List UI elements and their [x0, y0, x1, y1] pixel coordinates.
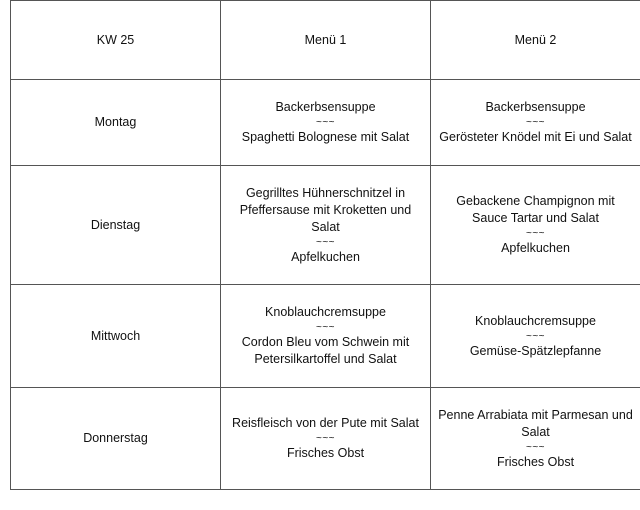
- table-row-dienstag: [11, 166, 640, 285]
- table-row-mittwoch: [11, 285, 640, 388]
- day-label: Dienstag: [11, 166, 221, 285]
- dish-line: Apfelkuchen: [501, 241, 570, 255]
- menu2-cell: [431, 80, 640, 166]
- menu1-cell: [221, 285, 431, 388]
- dish-separator: ~~~: [315, 322, 336, 333]
- dish-line: Knoblauchcremsuppe: [265, 305, 386, 319]
- header-row: [11, 1, 640, 80]
- dish-line: Reisfleisch von der Pute mit Salat: [232, 416, 419, 430]
- menu1-header: Menü 1: [221, 1, 431, 80]
- dish-separator: ~~~: [315, 433, 336, 444]
- dish-separator: ~~~: [315, 117, 336, 128]
- dish-line: Frisches Obst: [286, 446, 365, 460]
- dish-separator: ~~~: [525, 441, 546, 453]
- dish-line: Gebackene Champignon mit Sauce Tartar und Salat: [456, 194, 615, 225]
- day-label: Donnerstag: [11, 388, 221, 490]
- dish-line: Apfelkuchen: [291, 249, 360, 264]
- dish-line: Penne Arrabiata mit Parmesan und Salat: [438, 407, 633, 439]
- dish-line: Gemüse-Spätzlepfanne: [469, 343, 602, 358]
- dish-line: Backerbsensuppe: [485, 100, 586, 114]
- menu2-cell: [431, 388, 640, 490]
- week-label: KW 25: [11, 1, 221, 80]
- table-row-donnerstag: [11, 388, 640, 490]
- day-label: Montag: [11, 80, 221, 166]
- dish-line: Gegrilltes Hühnerschnitzel in Pfeffersause mit Kroketten und Salat: [239, 185, 412, 234]
- dish-separator: ~~~: [525, 117, 546, 128]
- dish-line: Frisches Obst: [496, 454, 575, 469]
- weekly-menu-table: [10, 0, 640, 490]
- dish-line: Spaghetti Bolognese mit Salat: [241, 130, 410, 144]
- menu1-cell: [221, 388, 431, 490]
- dish-separator: ~~~: [525, 228, 546, 239]
- dish-line: Gerösteter Knödel mit Ei und Salat: [439, 130, 632, 144]
- menu2-cell: [431, 166, 640, 285]
- dish-line: Backerbsensuppe: [275, 100, 376, 114]
- menu2-header: Menü 2: [431, 1, 640, 80]
- table-row-montag: [11, 80, 640, 166]
- menu1-cell: [221, 80, 431, 166]
- dish-line: Knoblauchcremsuppe: [475, 313, 596, 328]
- dish-separator: ~~~: [315, 236, 336, 248]
- menu1-cell: [221, 166, 431, 285]
- day-label: Mittwoch: [11, 285, 221, 388]
- dish-separator: ~~~: [525, 330, 546, 342]
- dish-line: Cordon Bleu vom Schwein mit Petersilkartoffel und Salat: [241, 335, 410, 366]
- menu2-cell: [431, 285, 640, 388]
